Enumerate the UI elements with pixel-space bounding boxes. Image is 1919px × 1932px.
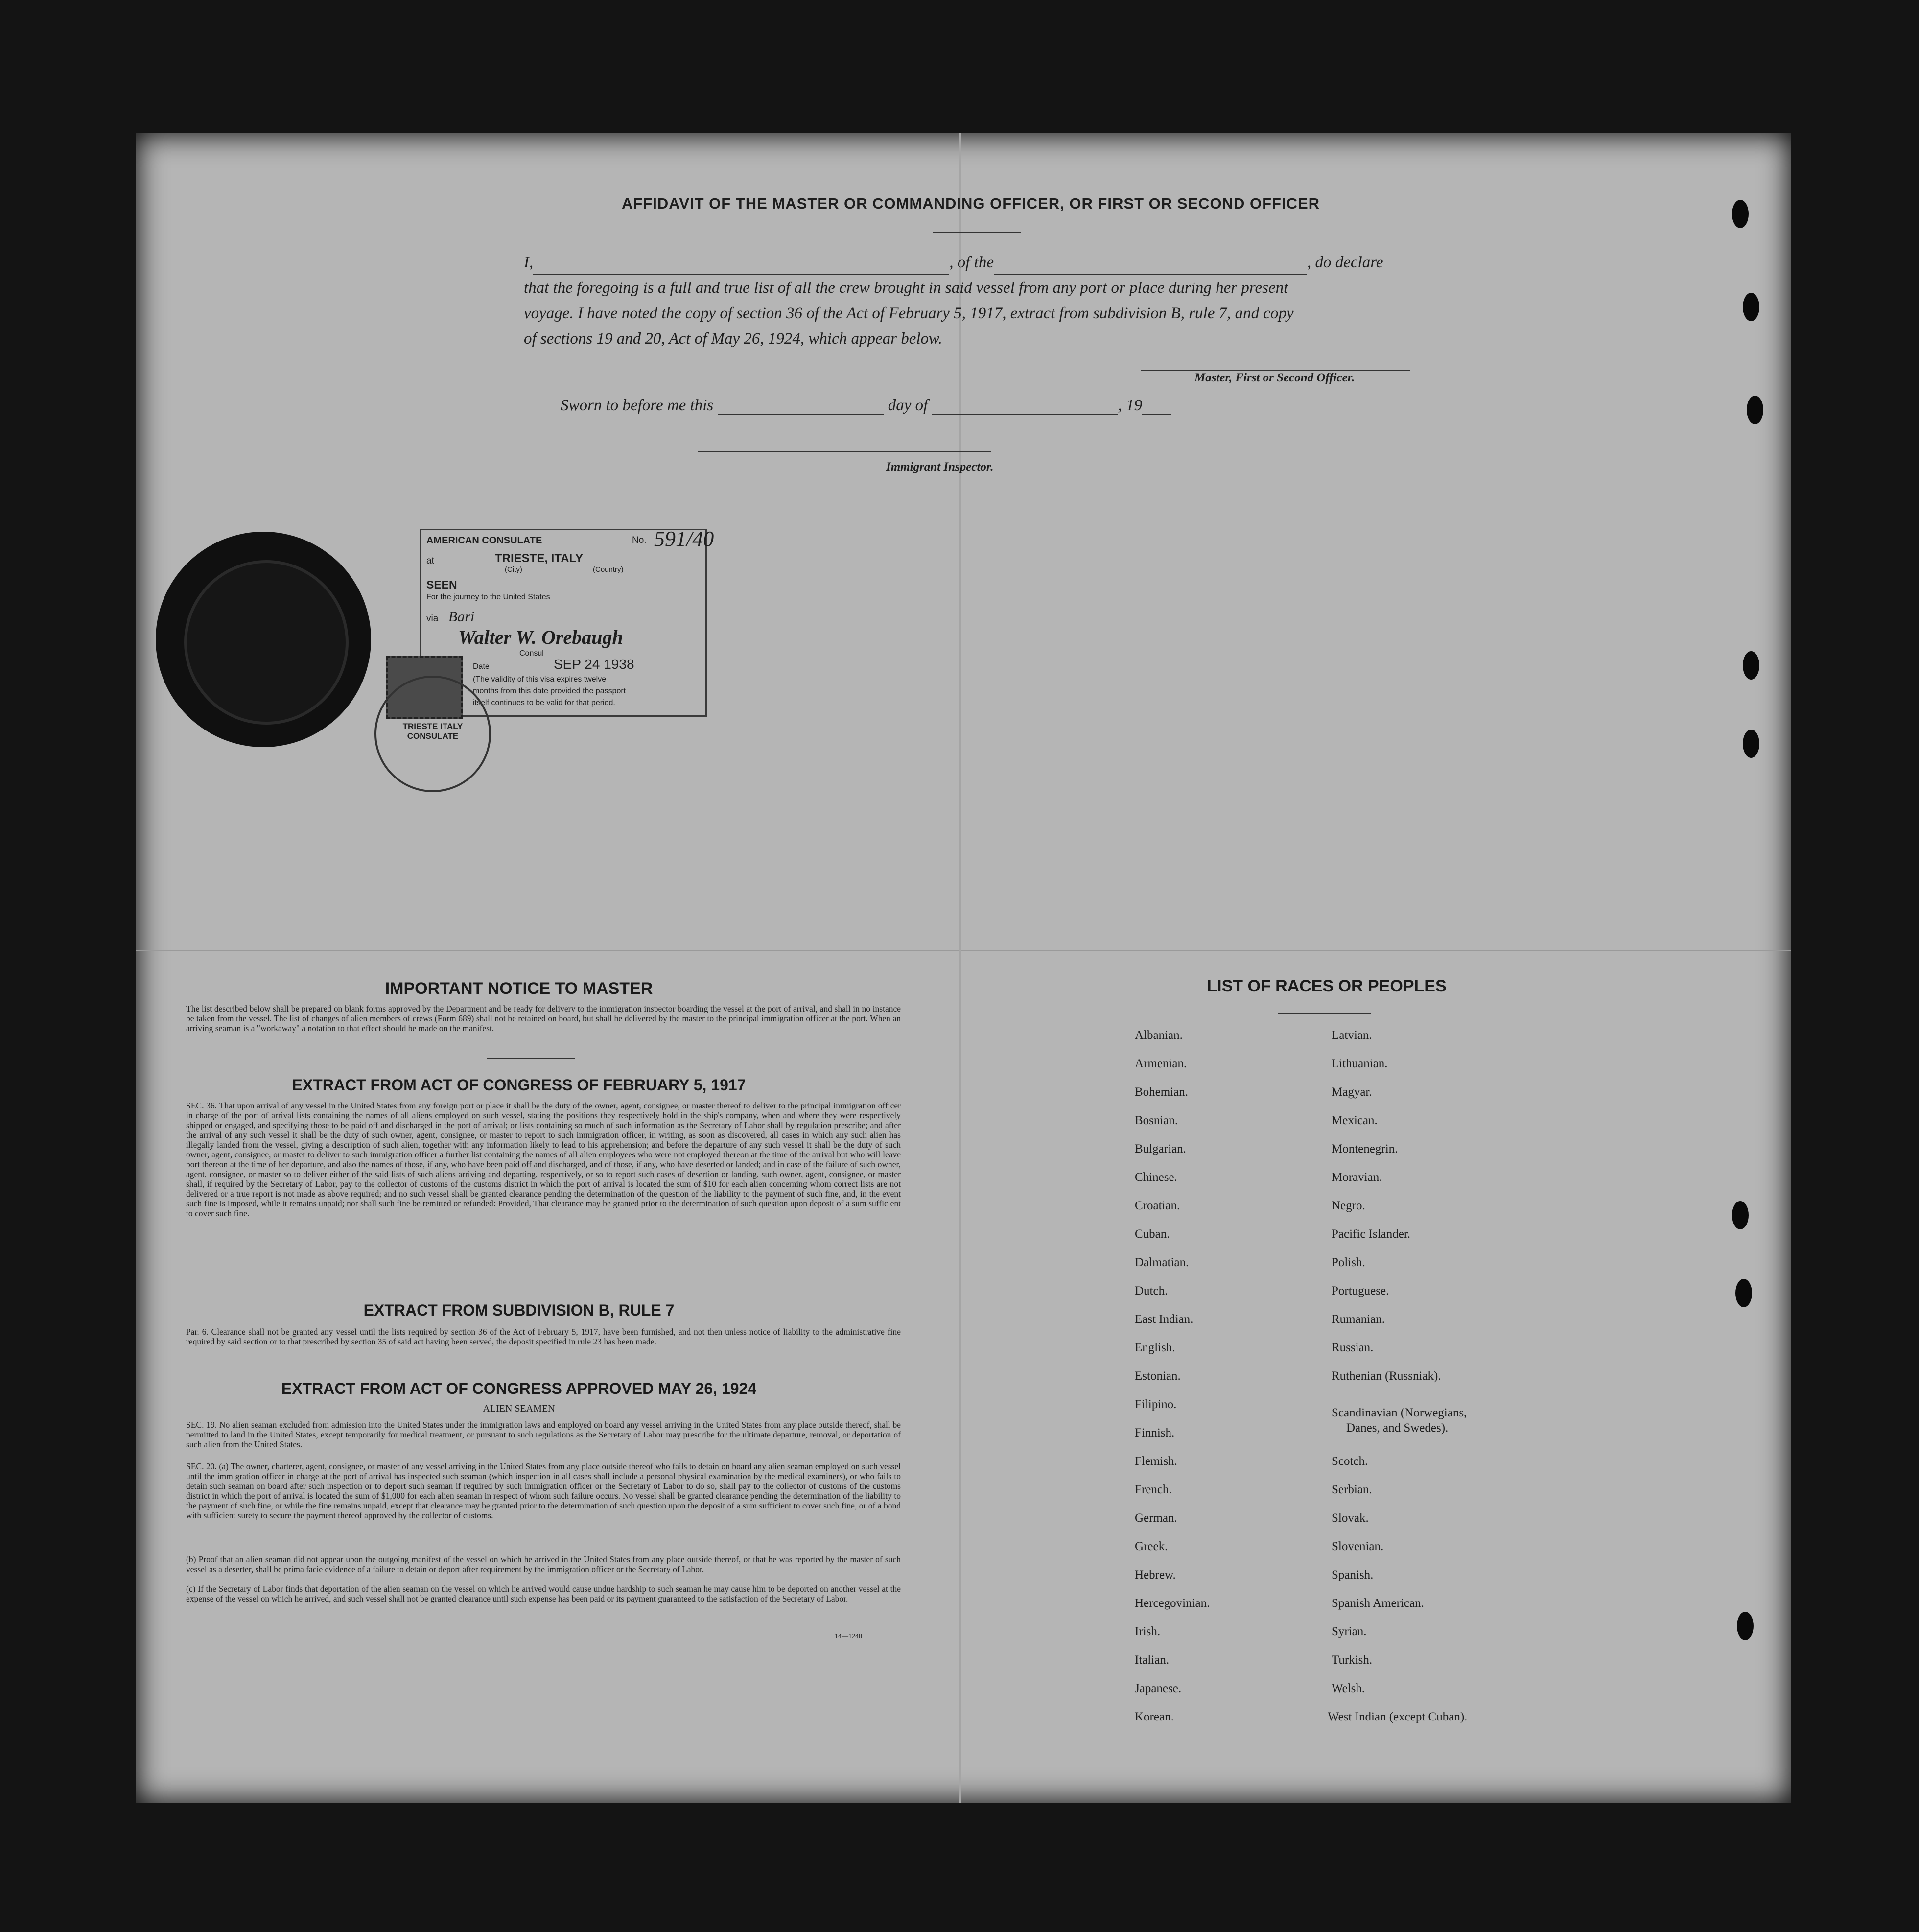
race-item: Syrian. [1332,1625,1367,1638]
punch-hole-icon [1743,651,1759,680]
affidavit-line4: of sections 19 and 20, Act of May 26, 1924, which appear below. [524,330,942,348]
race-item: Lithuanian. [1332,1057,1388,1070]
stamp-validity-3: itself continues to be valid for that period. [473,699,615,707]
form-number: 14—1240 [835,1633,862,1640]
race-item: Portuguese. [1332,1284,1389,1297]
stamp-header: AMERICAN CONSULATE [426,535,542,546]
sec19-text: SEC. 19. No alien seaman excluded from admission into the United States under the immigration laws and employed on board any vessel arriving in the United States from any place outside thereof, shall be permitted to land in the United States, except temporarily for medical treatment, or pursuant to such regulations as the Secretary of Labor may prescribe for the ultimate departure, removal, or deportation of such alien from the United States. [186,1420,901,1449]
race-item: Bosnian. [1135,1114,1178,1127]
stamp-journey: For the journey to the United States [426,593,550,601]
fold-line-vertical [960,133,961,1803]
sworn-day-blank [718,414,884,415]
race-item: French. [1135,1483,1172,1496]
race-item: Magyar. [1332,1085,1372,1099]
stamp-seen: SEEN [426,578,457,591]
race-item: East Indian. [1135,1313,1194,1326]
extract-rule7-title: EXTRACT FROM SUBDIVISION B, RULE 7 [363,1301,675,1319]
inspector-label: Immigrant Inspector. [886,460,994,473]
affidavit-line2: that the foregoing is a full and true list of all the crew brought in said vessel from any port or place during her present [524,279,1288,297]
day-of-label: day of [888,397,928,414]
race-item: Russian. [1332,1341,1374,1354]
punch-hole-icon [1732,1201,1749,1229]
stamp-via-label: via [426,613,439,624]
stamp-city: TRIESTE, ITALY [495,552,584,565]
race-item: Latvian. [1332,1029,1372,1042]
sec20c-text: (c) If the Secretary of Labor finds that deportation of the alien seaman on the vessel on which he arrived would cause undue hardship to such seaman he may cause him to be deported on another vessel at the expense of the vessel on which he arrived, and such vessel shall not be granted clearance until such expense has been paid or its payment guaranteed to the satisfaction of the Secretary of Labor. [186,1584,901,1603]
stamp-number: 591/40 [654,527,714,551]
extract-1924-title: EXTRACT FROM ACT OF CONGRESS APPROVED MAY 26, 1924 [281,1380,757,1397]
race-item: Dalmatian. [1135,1256,1189,1269]
race-item: Irish. [1135,1625,1161,1638]
race-item: Montenegrin. [1332,1142,1398,1155]
race-item: Estonian. [1135,1369,1181,1383]
race-item: Danes, and Swedes). [1346,1421,1449,1435]
consul-signature: Walter W. Orebaugh [458,626,623,648]
extract-1917-title: EXTRACT FROM ACT OF CONGRESS OF FEBRUARY 5, 1917 [292,1076,746,1094]
sworn-label: Sworn to before me this [561,397,714,414]
embossed-seal-icon [156,532,371,747]
sworn-month-blank [932,414,1118,415]
punch-hole-icon [1737,1612,1754,1640]
race-item: German. [1135,1511,1177,1525]
punch-hole-icon [1735,1279,1752,1307]
race-item: Scotch. [1332,1455,1368,1468]
affidavit-title: AFFIDAVIT OF THE MASTER OR COMMANDING OFFICER, OR FIRST OR SECOND OFFICER [622,195,1320,212]
extract-rule7-body: Par. 6. Clearance shall not be granted any vessel until the lists required by section 36 of the Act of February 5, 1917, have been furnished, and not then unless notice of liability to the administrative fine required by said section or to that prescribed by section 35 of said act having been served, the deposit specified in rule 23 has been made. [186,1327,901,1346]
race-item: Slovak. [1332,1511,1369,1525]
race-item: Cuban. [1135,1227,1170,1241]
affidavit-line3: voyage. I have noted the copy of section 36 of the Act of February 5, 1917, extract from subdivision B, rule 7, and copy [524,305,1294,322]
punch-hole-icon [1732,200,1749,228]
races-title: LIST OF RACES OR PEOPLES [1207,977,1447,995]
race-item: Polish. [1332,1256,1365,1269]
race-item: Hebrew. [1135,1568,1176,1581]
stamp-consul-label: Consul [519,649,544,658]
race-item: Bulgarian. [1135,1142,1186,1155]
sworn-year-blank [1142,414,1171,415]
stamp-no-label: No. [632,535,647,545]
race-item: Slovenian. [1332,1540,1384,1553]
race-item: Japanese. [1135,1682,1182,1695]
extract-1917-body: SEC. 36. That upon arrival of any vessel in the United States from any foreign port or place it shall be the duty of the owner, agent, consignee, or master thereof to deliver to the principal immigration officer in charge of the port of arrival lists containing the names of all aliens employed on such vessel, stating the positions they respectively hold in the ship's company, when and where they were respectively shipped or engaged, and specifying those to be paid off and discharged in the port of arrival; or lists containing so much of such information as the Secretary of Labor shall by regulation prescribe; and after the arrival of any such vessel it shall be the duty of such owner, agent, consignee, or master to report to such immigration officer, in writing, as soon as discovered, all cases in which any such alien has illegally landed from the vessel, giving a description of such alien, together with any information likely to lead to his apprehension; and before the departure of any such vessel it shall be the duty of such owner, agent, consignee, or master to deliver to such immigration officer a further list containing the names of all alien employees who were not employed thereon at the time of the arrival but who will leave port thereon at the time of her departure, and also the names of those, if any, who have been paid off and discharged, and of those, if any, who have deserted or landed; and in case of the failure of such owner, agent, consignee, or master so to deliver either of the said lists of such aliens arriving and departing, respectively, or so to report such cases of desertion or landing, such owner, agent, consignee, or master shall, if required by the Secretary of Labor, pay to the collector of customs of the customs district in which the port of arrival is located the sum of $10 for each alien concerning whom correct lists are not delivered or a true report is not made as above required; and no such vessel shall be granted clearance pending the determination of the question of the liability to the payment of such fine, and, in the event such fine is imposed, while it remains unpaid; nor shall such fine be remitted or refunded: Provided, That clearance may be granted prior to the determination of such question upon deposit of a sum sufficient to cover such fine. [186,1101,901,1218]
stamp-city-label: (City) [505,565,522,574]
affidavit-of-the: , of the [949,254,994,271]
round-stamp-text: TRIESTE ITALY CONSULATE [402,722,463,741]
race-item: Flemish. [1135,1455,1177,1468]
race-item: English. [1135,1341,1175,1354]
sec20a-text: SEC. 20. (a) The owner, charterer, agent, consignee, or master of any vessel arriving in the United States from any place outside thereof who fails to detain on board any alien seaman employed on such vessel until the immigration officer in charge at the port of arrival has inspected such seaman (which inspection in all cases shall include a personal physical examination by the medical examiners), or who fails to detain such seaman on board after such inspection or to deport such seaman if required by such immigration officer or the Secretary of Labor to do so, shall pay to the collector of customs of the customs district in which the port of arrival is located the sum of $1,000 for each alien seaman in respect of whom such failure occurs. No vessel shall be granted clearance pending the determination of the liability to the payment of such fine, or while the fine remains unpaid, except that clearance may be granted prior to the determination of such question upon the deposit of a sum sufficient to cover such fine, or of a bond with sufficient surety to secure the payment thereof approved by the collector of customs. [186,1461,901,1520]
race-item: Dutch. [1135,1284,1168,1297]
notice-title: IMPORTANT NOTICE TO MASTER [385,979,653,998]
race-item: Mexican. [1332,1114,1378,1127]
fold-line-horizontal [136,950,1791,951]
race-item: Scandinavian (Norwegians, [1332,1406,1467,1419]
race-item: Serbian. [1332,1483,1372,1496]
race-item: Armenian. [1135,1057,1187,1070]
race-item: Rumanian. [1332,1313,1385,1326]
stamp-country-label: (Country) [593,565,624,574]
year-label: , 19 [1118,397,1143,414]
affidavit-text [524,250,1439,352]
title-rule [933,232,1021,233]
sworn-line [561,397,1171,415]
stamp-date-label: Date [473,662,490,671]
notice-rule [487,1058,575,1059]
stamp-validity-1: (The validity of this visa expires twelve [473,675,607,683]
race-item: West Indian (except Cuban). [1328,1710,1468,1723]
race-item: Turkish. [1332,1653,1373,1667]
race-item: Pacific Islander. [1332,1227,1411,1241]
race-item: Korean. [1135,1710,1174,1723]
race-item: Ruthenian (Russniak). [1332,1369,1441,1383]
affidavit-i: I, [524,254,534,271]
inspector-line [698,451,991,452]
race-item: Moravian. [1332,1171,1382,1184]
race-item: Greek. [1135,1540,1168,1553]
race-item: Chinese. [1135,1171,1177,1184]
sec20b-text: (b) Proof that an alien seaman did not appear upon the outgoing manifest of the vessel on which he arrived in the United States from any place outside thereof, or that he was reported by the master of such vessel as a deserter, shall be prima facie evidence of a failure to detain or deport after requirement by the immigration officer or the Secretary of Labor. [186,1555,901,1574]
race-item: Finnish. [1135,1426,1175,1439]
affidavit-declare: , do declare [1307,254,1383,271]
punch-hole-icon [1743,293,1759,321]
stamp-date-value: SEP 24 1938 [554,657,634,672]
signature-label: Master, First or Second Officer. [1194,371,1355,384]
race-item: Filipino. [1135,1398,1177,1411]
punch-hole-icon [1743,730,1759,758]
consulate-round-stamp [374,676,491,792]
stamp-validity-2: months from this date provided the passport [473,687,626,695]
race-item: Hercegovinian. [1135,1597,1210,1610]
signature-line [1141,370,1410,371]
document-page [136,133,1791,1803]
notice-body: The list described below shall be prepared on blank forms approved by the Department and be ready for delivery to the immigration inspector boarding the vessel at the port of arrival, and shall in no instance be taken from the vessel. The list of changes of alien members of crews (Form 689) shall not be retained on board, but shall be delivered by the master to the principal immigration officer at the port. When an arriving seaman is a "workaway" a notation to that effect should be made on the manifest. [186,1004,901,1033]
race-item: Croatian. [1135,1199,1180,1212]
stamp-at-label: at [426,556,434,566]
extract-1924-subtitle: ALIEN SEAMEN [483,1403,555,1414]
race-item: Spanish American. [1332,1597,1424,1610]
race-item: Italian. [1135,1653,1170,1667]
races-rule [1278,1013,1371,1014]
seal-inner-ring [184,560,349,725]
punch-hole-icon [1747,396,1763,424]
stamp-via-value: Bari [448,609,475,625]
race-item: Spanish. [1332,1568,1374,1581]
race-item: Albanian. [1135,1029,1183,1042]
race-item: Negro. [1332,1199,1365,1212]
race-item: Welsh. [1332,1682,1365,1695]
race-item: Bohemian. [1135,1085,1189,1099]
